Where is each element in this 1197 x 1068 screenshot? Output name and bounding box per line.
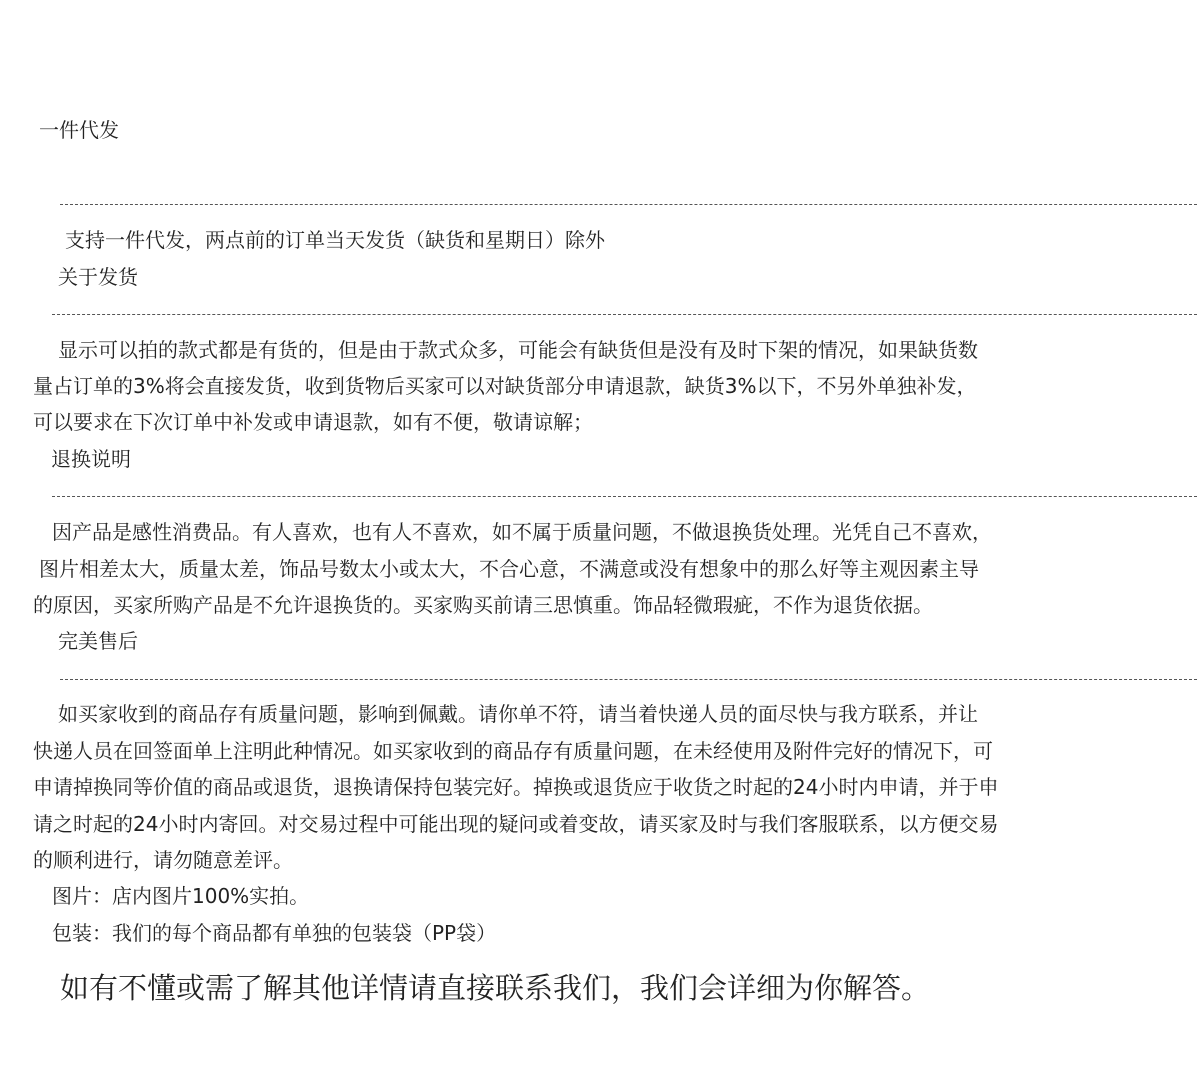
divider — [52, 314, 1197, 315]
contact-message: 如有不懂或需了解其他详情请直接联系我们，我们会详细为你解答。 — [60, 971, 931, 1005]
returns-line: 因产品是感性消费品。有人喜欢，也有人不喜欢，如不属于质量问题，不做退换货处理。光凭自己不喜欢， — [52, 520, 992, 544]
shipping-line: 显示可以拍的款式都是有货的，但是由于款式众多，可能会有缺货但是没有及时下架的情况，如果缺货数 — [58, 338, 978, 362]
divider — [60, 204, 1197, 205]
shipping-line: 量占订单的3%将会直接发货，收到货物后买家可以对缺货部分申请退款，缺货3%以下，不另外单独补发， — [33, 374, 977, 398]
dropship-text: 支持一件代发，两点前的订单当天发货（缺货和星期日）除外 — [65, 228, 605, 252]
after-sales-line: 如买家收到的商品存有质量问题，影响到佩戴。请你单不符，请当着快递人员的面尽快与我方联系，并让 — [58, 702, 978, 726]
after-sales-line: 的顺利进行，请勿随意差评。 — [33, 848, 293, 872]
shipping-heading: 关于发货 — [58, 265, 138, 289]
after-sales-line: 申请掉换同等价值的商品或退货，退换请保持包装完好。掉换或退货应于收货之时起的24小时内申请，并于申 — [33, 775, 999, 799]
photos-note: 图片：店内图片100%实拍。 — [52, 884, 310, 908]
returns-line: 图片相差太大，质量太差，饰品号数太小或太大，不合心意，不满意或没有想象中的那么好等主观因素主导 — [39, 557, 979, 581]
after-sales-line: 请之时起的24小时内寄回。对交易过程中可能出现的疑问或着变故，请买家及时与我们客服联系，以方便交易 — [33, 812, 999, 836]
packaging-note: 包装：我们的每个商品都有单独的包装袋（PP袋） — [52, 921, 497, 945]
after-sales-line: 快递人员在回签面单上注明此种情况。如买家收到的商品存有质量问题，在未经使用及附件完好的情况下，可 — [33, 739, 993, 763]
returns-heading: 退换说明 — [51, 447, 131, 471]
returns-line: 的原因，买家所购产品是不允许退换货的。买家购买前请三思慎重。饰品轻微瑕疵，不作为退货依据。 — [33, 593, 933, 617]
page-title: 一件代发 — [39, 118, 119, 142]
divider — [60, 679, 1197, 680]
after-sales-heading: 完美售后 — [58, 629, 138, 653]
shipping-line: 可以要求在下次订单中补发或申请退款，如有不便，敬请谅解； — [33, 410, 593, 434]
divider — [52, 496, 1197, 497]
